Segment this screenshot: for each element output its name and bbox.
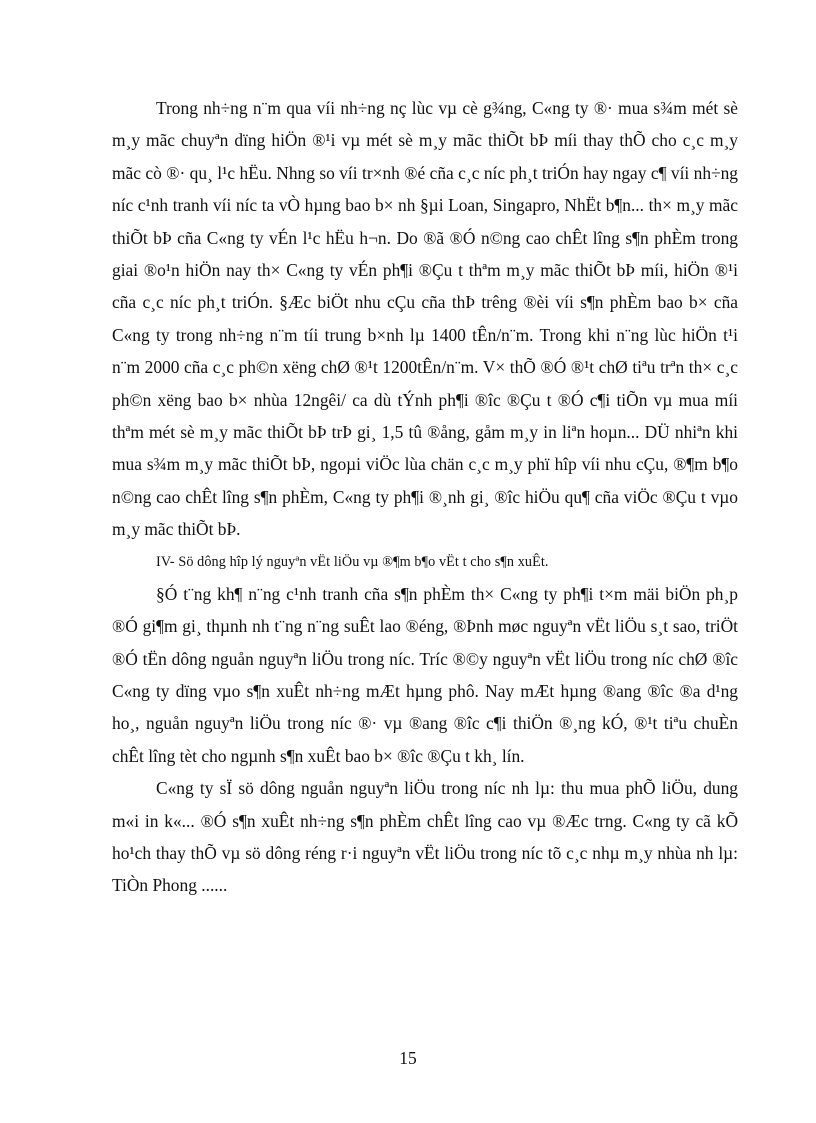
paragraph-domestic-materials: C«ng ty sÏ sö dông nguån nguyªn liÖu trong níc nh lµ: thu mua phÕ liÖu, dung m«i in k«... ®Ó s¶n xuÊt nh÷ng s¶n phÈm chÊt lîng cao vµ ®Æc trng. C«ng ty cã kÕ ho¹ch thay thÕ vµ sö dông réng r·i nguyªn vËt liÖu trong níc tõ c¸c nhµ m¸y nhùa nh lµ: TiÒn Phong ...... [112,778,738,896]
page-body [112,92,738,902]
page-number: 15 [399,1048,417,1068]
paragraph-equipment-investment: Trong nh÷ng n¨m qua víi nh÷ng nç lùc vµ cè g¾ng, C«ng ty ®· mua s¾m mét sè m¸y mãc chuyªn dïng hiÖn ®¹i vµ mét sè m¸y mãc thiÕt bÞ míi thay thÕ cho c¸c m¸y mãc cò ®· qu¸ l¹c hËu. Nhng so víi tr×nh ®é cña c¸c níc ph¸t triÓn hay ngay c¶ víi nh÷ng níc c¹nh tranh víi níc ta vÒ hµng bao b× nh §µi Loan, Singapro, NhËt b¶n... th× m¸y mãc thiÕt bÞ cña C«ng ty vÉn l¹c hËu h¬n. Do ®ã ®Ó n©ng cao chÊt lîng s¶n phÈm trong giai ®o¹n hiÖn nay th× C«ng ty vÉn ph¶i ®Çu t thªm m¸y mãc thiÕt bÞ míi, hiÖn ®¹i cña c¸c níc ph¸t triÓn. §Æc biÖt nhu cÇu cña thÞ trêng ®èi víi s¶n phÈm bao b× cña C«ng ty trong nh÷ng n¨m tíi trung b×nh lµ 1400 tÊn/n¨m. Trong khi n¨ng lùc hiÖn t¹i n¨m 2000 cña c¸c ph©n xëng chØ ®¹t 1200tÊn/n¨m. V× thÕ ®Ó ®¹t chØ tiªu trªn th× c¸c ph©n xëng bao b× nhùa 12ngêi/ ca dù tÝnh ph¶i ®îc ®Çu t ®Ó c¶i tiÕn vµ mua míi thªm mét sè m¸y mãc thiÕt bÞ trÞ gi¸ 1,5 tû ®ång, gåm m¸y in liªn hoµn... DÜ nhiªn khi mua s¾m m¸y mãc thiÕt bÞ, ngoµi viÖc lùa chän c¸c m¸y phï hîp víi nhu cÇu, ®¶m b¶o n©ng cao chÊt lîng s¶n phÈm, C«ng ty ph¶i ®¸nh gi¸ ®îc hiÖu qu¶ cña viÖc ®Çu t vµo m¸y mãc thiÕt bÞ. [112,98,738,540]
section-heading-materials: IV- Sö dông hîp lý nguyªn vËt liÖu vµ ®¶m b¶o vËt t cho s¶n xuÊt. [156,553,549,570]
paragraph-cost-reduction: §Ó t¨ng kh¶ n¨ng c¹nh tranh cña s¶n phÈm th× C«ng ty ph¶i t×m mäi biÖn ph¸p ®Ó gi¶m gi¸ thµnh nh t¨ng n¨ng suÊt lao ®éng, ®Þnh møc nguyªn vËt liÖu s¸t sao, triÖt ®Ó tËn dông nguån nguyªn liÖu trong níc. Tríc ®©y nguyªn vËt liÖu trong níc chØ ®îc C«ng ty dïng vµo s¶n xuÊt nh÷ng mÆt hµng phô. Nay mÆt hµng ®ang ®îc ®a d¹ng ho¸, nguån nguyªn liÖu trong níc ®· vµ ®ang ®îc c¶i thiÖn ®¸ng kÓ, ®¹t tiªu chuÈn chÊt lîng tèt cho ngµnh s¶n xuÊt bao b× ®îc ®Çu t kh¸ lín. [112,583,738,766]
